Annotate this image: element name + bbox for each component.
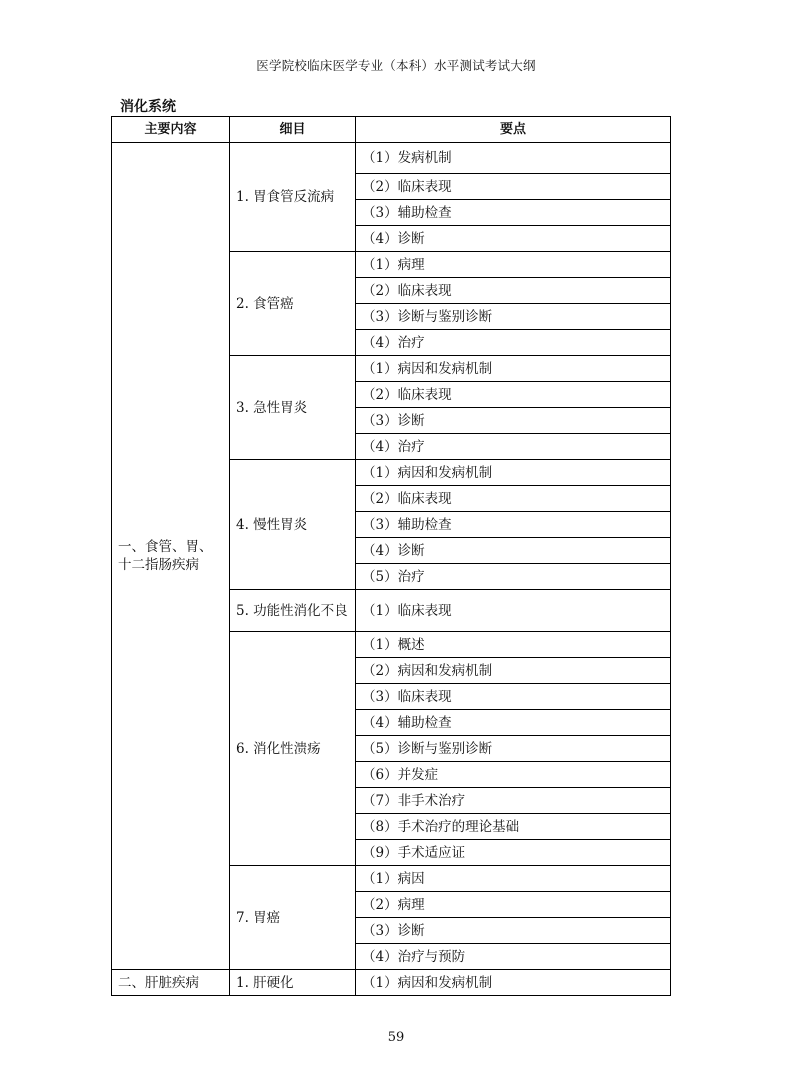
key-point-cell: （3）诊断	[356, 408, 671, 434]
key-point-cell: （4）治疗	[356, 330, 671, 356]
key-point-cell: （3）辅助检查	[356, 200, 671, 226]
key-point-cell: （4）辅助检查	[356, 710, 671, 736]
key-point-cell: （7）非手术治疗	[356, 788, 671, 814]
key-point-cell: （6）并发症	[356, 762, 671, 788]
detail-cell: 1. 肝硬化	[230, 970, 356, 996]
table-row	[112, 970, 671, 996]
main-content-cell: 二、肝脏疾病	[112, 970, 230, 996]
detail-cell: 1. 胃食管反流病	[230, 143, 356, 252]
key-point-cell: （5）治疗	[356, 564, 671, 590]
table-body	[112, 143, 671, 996]
section-title: 消化系统	[120, 99, 176, 115]
key-point-cell: （4）治疗与预防	[356, 944, 671, 970]
key-point-cell: （2）病理	[356, 892, 671, 918]
column-header-key-points: 要点	[356, 117, 671, 143]
key-point-cell: （2）临床表现	[356, 174, 671, 200]
key-point-cell: （1）病因和发病机制	[356, 970, 671, 996]
page-number: 59	[387, 1030, 405, 1045]
key-point-cell: （4）治疗	[356, 434, 671, 460]
key-point-cell: （2）病因和发病机制	[356, 658, 671, 684]
key-point-cell: （4）诊断	[356, 226, 671, 252]
key-point-cell: （3）诊断	[356, 918, 671, 944]
key-point-cell: （8）手术治疗的理论基础	[356, 814, 671, 840]
detail-cell: 6. 消化性溃疡	[230, 632, 356, 866]
key-point-cell: （1）病因和发病机制	[356, 460, 671, 486]
key-point-cell: （2）临床表现	[356, 278, 671, 304]
table-header-row	[112, 117, 671, 143]
key-point-cell: （1）临床表现	[356, 590, 671, 632]
detail-cell: 2. 食管癌	[230, 252, 356, 356]
column-header-main-content: 主要内容	[112, 117, 230, 143]
key-point-cell: （3）诊断与鉴别诊断	[356, 304, 671, 330]
table-row	[112, 143, 671, 174]
key-point-cell: （3）辅助检查	[356, 512, 671, 538]
key-point-cell: （1）发病机制	[356, 143, 671, 174]
detail-cell: 5. 功能性消化不良	[230, 590, 356, 632]
column-header-detail: 细目	[230, 117, 356, 143]
key-point-cell: （9）手术适应证	[356, 840, 671, 866]
detail-cell: 4. 慢性胃炎	[230, 460, 356, 590]
main-content-cell: 一、食管、胃、十二指肠疾病	[112, 143, 230, 970]
detail-cell: 3. 急性胃炎	[230, 356, 356, 460]
key-point-cell: （1）病理	[356, 252, 671, 278]
key-point-cell: （2）临床表现	[356, 486, 671, 512]
key-point-cell: （5）诊断与鉴别诊断	[356, 736, 671, 762]
key-point-cell: （1）病因和发病机制	[356, 356, 671, 382]
key-point-cell: （1）病因	[356, 866, 671, 892]
syllabus-table	[111, 116, 671, 996]
detail-cell: 7. 胃癌	[230, 866, 356, 970]
key-point-cell: （1）概述	[356, 632, 671, 658]
key-point-cell: （4）诊断	[356, 538, 671, 564]
page-header: 医学院校临床医学专业（本科）水平测试考试大纲	[256, 58, 536, 73]
key-point-cell: （2）临床表现	[356, 382, 671, 408]
key-point-cell: （3）临床表现	[356, 684, 671, 710]
